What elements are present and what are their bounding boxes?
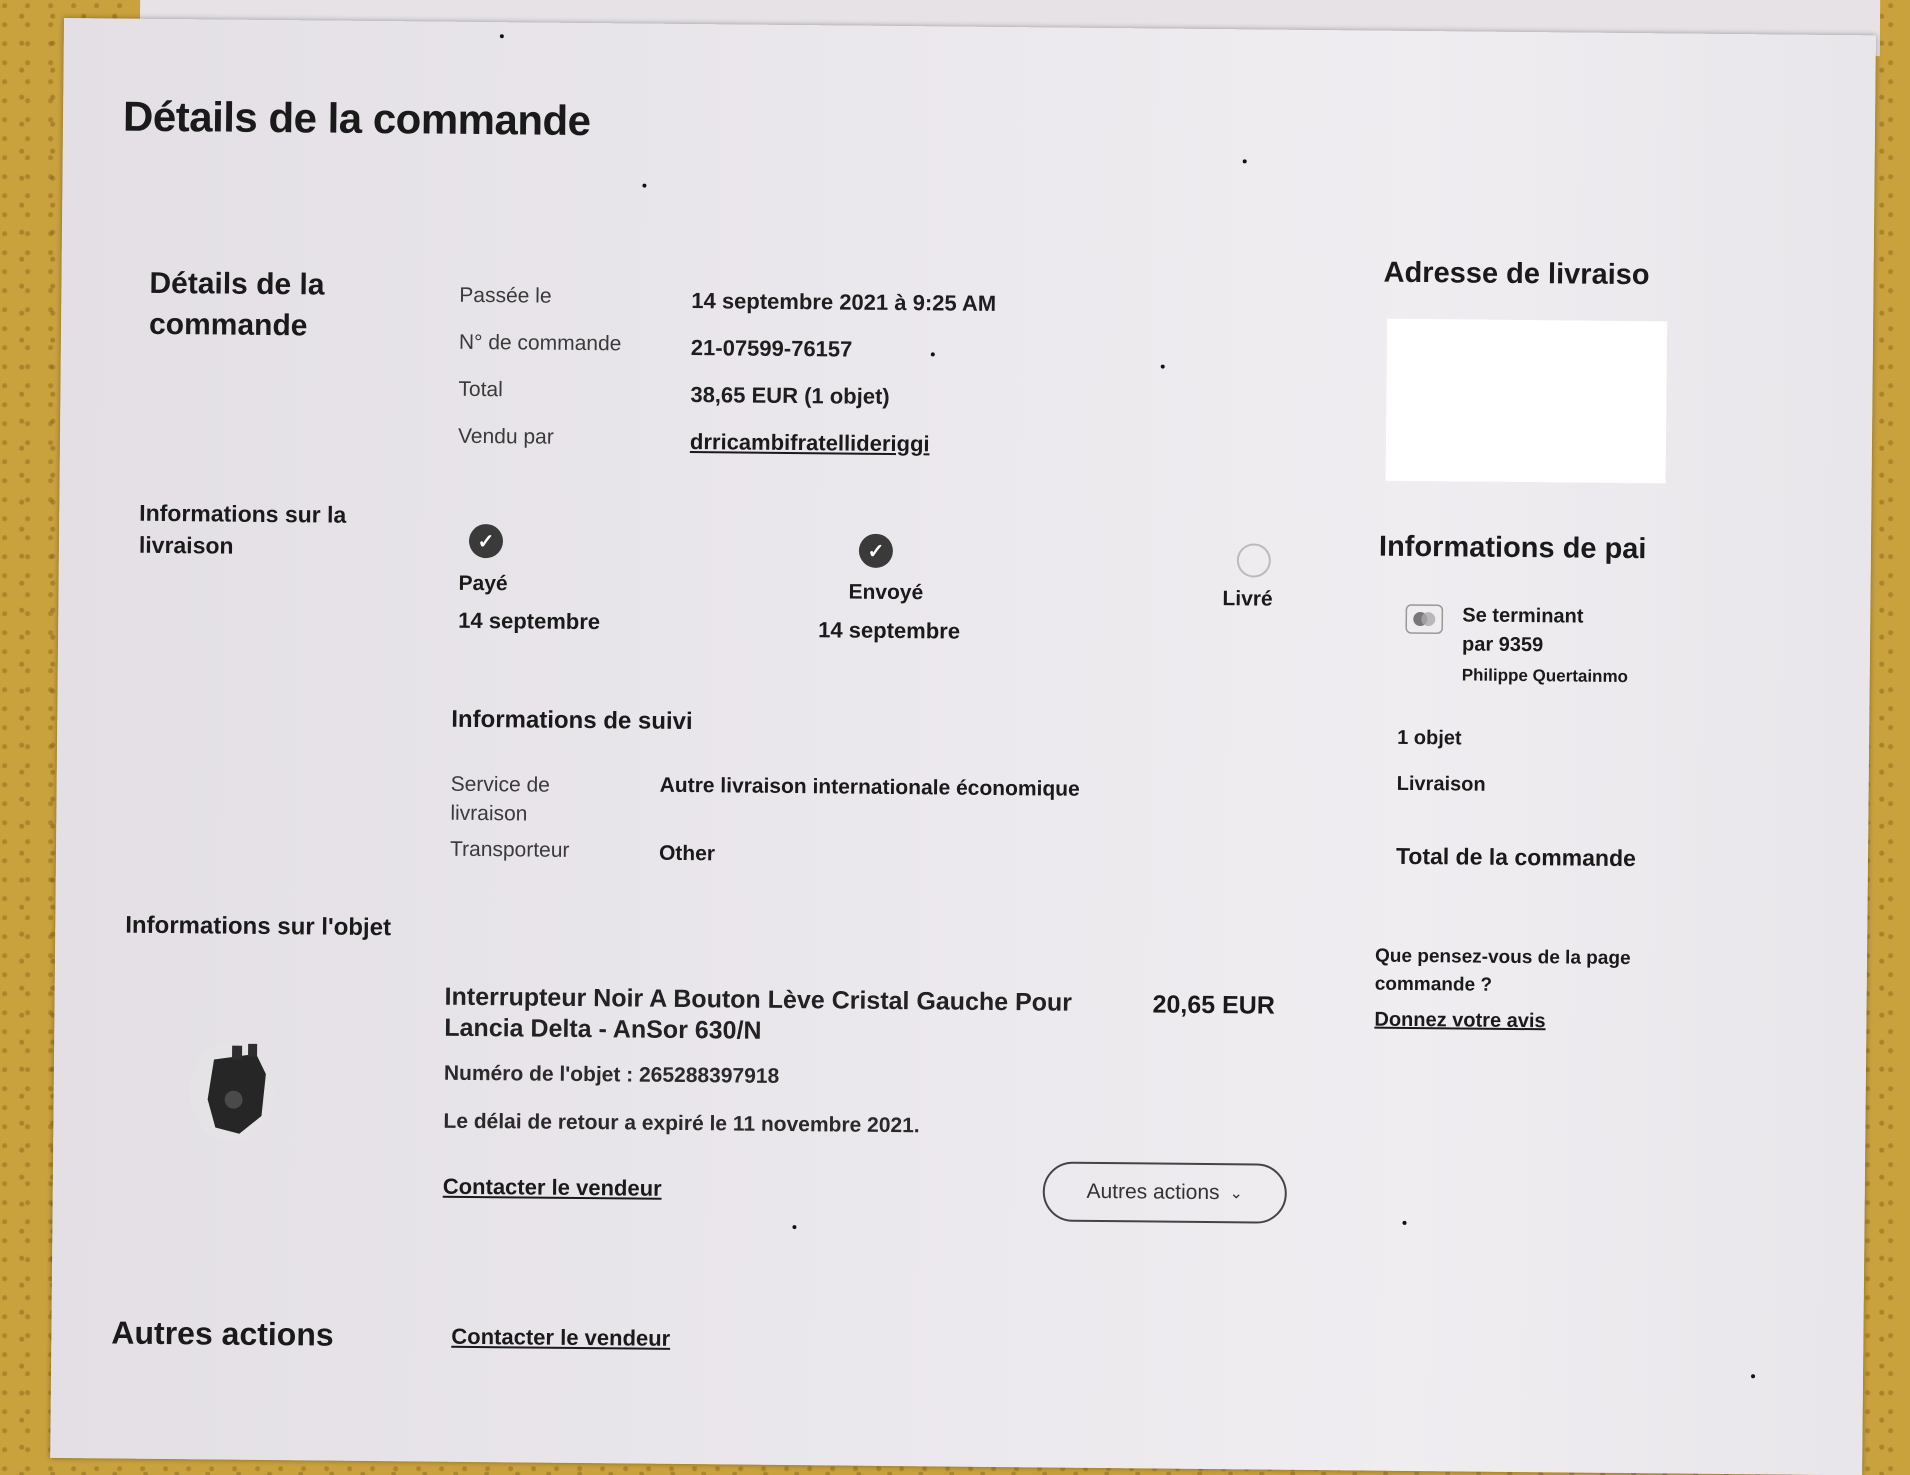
step-paid-label: Payé <box>458 571 508 596</box>
print-speck <box>792 1225 796 1229</box>
card-line2: par 9359 <box>1461 633 1544 657</box>
other-actions-heading: Autres actions <box>111 1314 334 1353</box>
shipping-cost-label: Livraison <box>1396 772 1486 796</box>
return-notice: Le délai de retour a expiré le 11 novembre 2021. <box>443 1109 920 1138</box>
placed-on-value: 14 septembre 2021 à 9:25 AM <box>691 288 997 316</box>
service-label: Service de livraison <box>450 772 550 826</box>
carrier-value: Other <box>658 841 716 866</box>
step-sent-date: 14 septembre <box>818 617 961 644</box>
step-delivered-label: Livré <box>1222 587 1273 611</box>
redacted-address <box>1386 319 1668 484</box>
card-holder: Philippe Quertainmo <box>1461 665 1629 687</box>
step-delivered <box>1237 543 1271 577</box>
order-number-value: 21-07599-76157 <box>690 335 853 362</box>
print-speck <box>1402 1221 1406 1225</box>
order-number-label: N° de commande <box>458 330 622 356</box>
empty-circle-icon <box>1237 543 1271 577</box>
step-sent <box>859 534 893 568</box>
carrier-label: Transporteur <box>449 837 570 862</box>
sold-by-label: Vendu par <box>457 424 554 449</box>
print-speck <box>1751 1374 1755 1378</box>
tracking-heading: Informations de suivi <box>451 705 693 736</box>
step-paid-date: 14 septembre <box>458 607 601 635</box>
step-sent-label: Envoyé <box>848 580 924 605</box>
item-number: Numéro de l'objet : 265288397918 <box>443 1061 780 1088</box>
credit-card-icon <box>1404 599 1444 639</box>
seller-link[interactable]: drricambifratellideriggi <box>689 429 930 457</box>
shipping-address-heading: Adresse de livraiso <box>1383 256 1650 292</box>
more-actions-label: Autres actions <box>1086 1179 1220 1205</box>
card-line1: Se terminant <box>1462 604 1584 628</box>
order-page <box>50 18 1876 1475</box>
items-count-label: 1 objet <box>1397 726 1462 750</box>
feedback-link[interactable]: Donnez votre avis <box>1374 1008 1546 1033</box>
print-speck <box>1161 365 1165 369</box>
item-title[interactable]: Interrupteur Noir A Bouton Lève Cristal Gauche Pour Lancia Delta - AnSor 630/N <box>444 982 1073 1045</box>
print-speck <box>931 352 935 356</box>
order-details-heading: Détails de la commande <box>148 266 325 343</box>
other-contact-seller-link[interactable]: Contacter le vendeur <box>451 1323 671 1351</box>
item-price: 20,65 EUR <box>1152 990 1276 1020</box>
chevron-down-icon: ⌄ <box>1229 1185 1244 1203</box>
delivery-info-heading: Informations sur la livraison <box>138 499 347 559</box>
order-total-label: Total de la commande <box>1395 842 1636 872</box>
service-value: Autre livraison internationale économique <box>659 773 1080 801</box>
contact-seller-link[interactable]: Contacter le vendeur <box>442 1173 662 1201</box>
item-thumbnail[interactable] <box>173 1029 284 1150</box>
total-value: 38,65 EUR (1 objet) <box>690 382 890 409</box>
more-actions-button[interactable] <box>1042 1161 1287 1223</box>
print-speck <box>500 34 504 38</box>
print-speck <box>1243 159 1247 163</box>
check-circle-icon: ✓ <box>859 534 893 568</box>
check-circle-icon: ✓ <box>469 524 503 558</box>
print-speck <box>642 184 646 188</box>
page-title: Détails de la commande <box>122 92 591 145</box>
placed-on-label: Passée le <box>459 283 552 308</box>
card-ending <box>1462 601 1584 660</box>
total-label: Total <box>458 377 503 402</box>
payment-info-heading: Informations de pai <box>1378 530 1647 566</box>
step-paid <box>469 524 503 558</box>
feedback-question: Que pensez-vous de la page commande ? <box>1374 945 1631 996</box>
item-info-heading: Informations sur l'objet <box>125 911 392 942</box>
switch-product-image <box>173 1029 284 1150</box>
